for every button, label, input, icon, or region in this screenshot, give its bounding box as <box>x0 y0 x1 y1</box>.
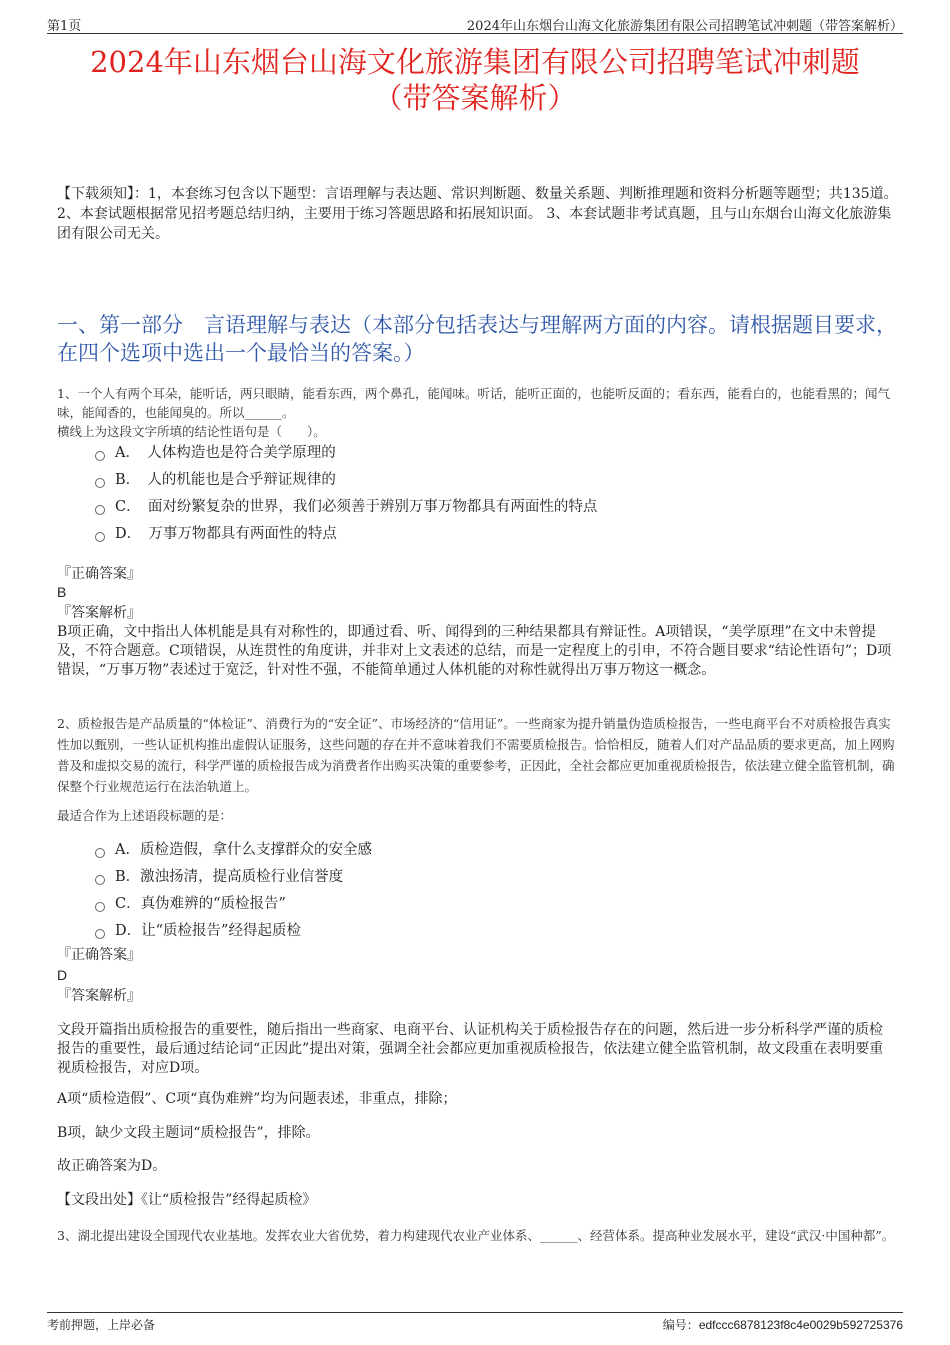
radio-icon[interactable] <box>95 532 105 542</box>
q2-option-b[interactable] <box>95 864 372 891</box>
q1-option-c[interactable] <box>95 494 597 521</box>
q2-analysis-p4: 故正确答案为D。 <box>57 1158 167 1174</box>
q2-options <box>95 837 372 945</box>
radio-icon[interactable] <box>95 478 105 488</box>
q2-prompt: 最适合作为上述语段标题的是： <box>57 808 233 823</box>
radio-icon[interactable] <box>95 848 105 858</box>
footer-code <box>663 1316 903 1333</box>
q2-source: 【文段出处】《让“质检报告”经得起质检》 <box>57 1192 317 1208</box>
header-doc-title: 2024年山东烟台山海文化旅游集团有限公司招聘笔试冲刺题（带答案解析） <box>466 19 903 34</box>
section-heading: 一、第一部分 言语理解与表达（本部分包括表达与理解两方面的内容。请根据题目要求，在四个选项中选出一个最恰当的答案。） <box>57 313 897 365</box>
q1-option-b[interactable] <box>95 467 597 494</box>
page-title <box>40 44 910 116</box>
q3-stem: 3、湖北提出建设全国现代农业基地。发挥农业大省优势，着力构建现代农业产业体系、______、经营体系。提高种业发展水平，建设“武汉·中国种都”。 <box>57 1228 895 1243</box>
q2-analysis-p1: 文段开篇指出质检报告的重要性，随后指出一些商家、电商平台、认证机构关于质检报告存在的问题，然后进一步分析科学严谨的质检报告的重要性，最后通过结论词“正因此”提出对策，强调全社会都应更加重视质检报告，依法建立健全监管机制，故文段重在表明要重视质检报告，对应D项。 <box>57 1022 884 1076</box>
page-title-line1: 2024年山东烟台山海文化旅游集团有限公司招聘笔试冲刺题 <box>90 45 860 79</box>
q2-answer: D <box>57 967 68 983</box>
option-label: A．质检造假，拿什么支撑群众的安全感 <box>115 842 372 858</box>
q1-option-a[interactable] <box>95 440 597 467</box>
q2-analysis-p3: B项，缺少文段主题词“质检报告”，排除。 <box>57 1125 320 1141</box>
option-label: D． 万事万物都具有两面性的特点 <box>115 526 337 542</box>
option-label: A． 人体构造也是符合美学原理的 <box>115 445 336 461</box>
q2-option-d[interactable] <box>95 918 372 945</box>
footer-code-label: 编号： <box>662 1318 699 1332</box>
q2-option-a[interactable] <box>95 837 372 864</box>
q1-option-d[interactable] <box>95 521 597 548</box>
option-label: C． 面对纷繁复杂的世界，我们必须善于辨别万事万物都具有两面性的特点 <box>115 499 598 515</box>
q2-option-c[interactable] <box>95 891 372 918</box>
radio-icon[interactable] <box>95 505 105 515</box>
footer-code-value: edfccc6878123f8c4e0029b592725376 <box>698 1318 903 1332</box>
radio-icon[interactable] <box>95 875 105 885</box>
option-label: C．真伪难辨的“质检报告” <box>115 896 286 912</box>
radio-icon[interactable] <box>95 451 105 461</box>
option-label: D．让“质检报告”经得起质检 <box>115 923 301 939</box>
q1-answer: B <box>57 584 67 600</box>
q2-stem: 2、质检报告是产品质量的“体检证”、消费行为的“安全证”、市场经济的“信用证”。一些商家为提升销量伪造质检报告，一些电商平台不对质检报告真实性加以甄别，一些认证机构推出虚假认证服务，这些问题的存在并不意味着我们不需要质检报告。恰恰相反，随着人们对产品品质的要求更高，加上网购普及和虚拟交易的流行，科学严谨的质检报告成为消费者作出购买决策的重要参考，正因此，全社会都应更加重视质检报告，依法建立健全监管机制，确保整个行业规范运行在法治轨道上。 <box>57 716 895 794</box>
q2-analysis-label: 『答案解析』 <box>57 988 141 1004</box>
page-title-line2: （带答案解析） <box>373 81 577 115</box>
footer-divider <box>47 1312 903 1313</box>
q2-answer-label: 『正确答案』 <box>57 947 141 963</box>
footer-slogan: 考前押题，上岸必备 <box>47 1318 156 1332</box>
q1-stem: 1、一个人有两个耳朵，能听话，两只眼睛，能看东西，两个鼻孔，能闻味。听话，能听正面的，也能听反面的；看东西，能看白的，也能看黑的；闻气味，能闻香的，也能闻臭的。所以______。 <box>57 386 890 420</box>
q2-analysis-p2: A项“质检造假”、C项“真伪难辨”均为问题表述，非重点，排除； <box>57 1091 457 1107</box>
q1-analysis-label: 『答案解析』 <box>57 605 141 621</box>
q1-analysis: B项正确，文中指出人体机能是具有对称性的，即通过看、听、闻得到的三种结果都具有辩证性。A项错误，“美学原理”在文中未曾提及，不符合题意。C项错误，从连贯性的角度讲，并非对上文表述的总结，而是一定程度上的引申，不符合题目要求“结论性语句”；D项错误，“万事万物”表述过于宽泛，针对性不强，不能简单通过人体机能的对称性就得出万事万物这一概念。 <box>57 624 892 678</box>
q1-answer-label: 『正确答案』 <box>57 566 141 582</box>
option-label: B． 人的机能也是合乎辩证规律的 <box>115 472 336 488</box>
radio-icon[interactable] <box>95 902 105 912</box>
q1-prompt: 横线上为这段文字所填的结论性语句是（ ）。 <box>57 424 326 439</box>
radio-icon[interactable] <box>95 929 105 939</box>
header-page-number: 第1页 <box>47 19 82 34</box>
q1-options <box>95 440 597 548</box>
option-label: B．激浊扬清，提高质检行业信誉度 <box>115 869 344 885</box>
header-divider <box>47 33 903 34</box>
download-notice: 【下载须知】：1，本套练习包含以下题型：言语理解与表达题、常识判断题、数量关系题、判断推理题和资料分析题等题型；共135道。 2、本套试题根据常见招考题总结归纳，主要用于练习答题思路和拓展知识面。 3、本套试题非考试真题，且与山东烟台山海文化旅游集团有限公司无关。 <box>57 186 898 242</box>
